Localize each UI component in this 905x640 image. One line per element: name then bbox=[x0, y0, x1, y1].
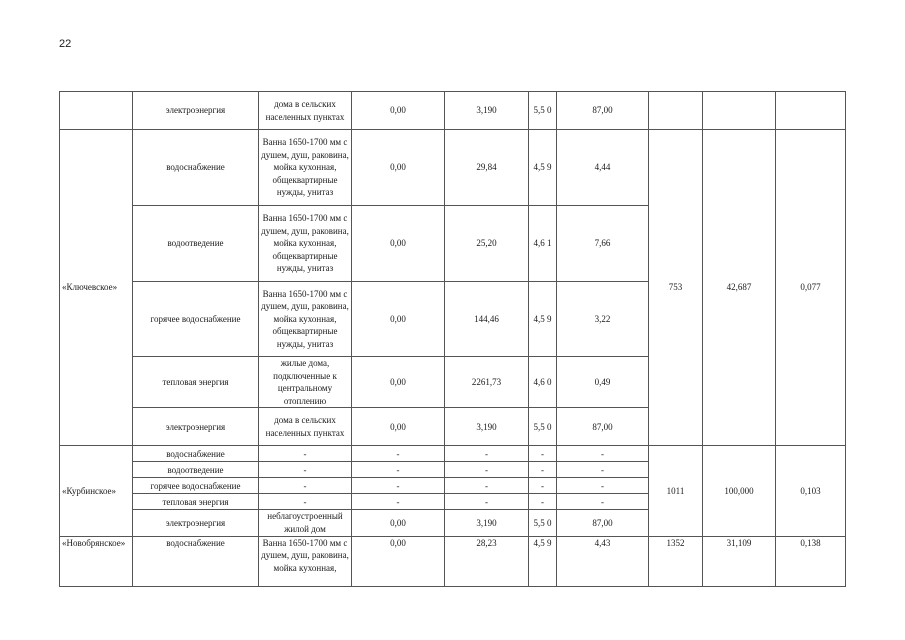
description-cell: Ванна 1650-1700 мм с душем, душ, раковина, мойка кухонная, общеквартирные нужды, унитаз bbox=[259, 130, 352, 206]
description-cell: - bbox=[259, 446, 352, 462]
description-cell: - bbox=[259, 462, 352, 478]
coefficient-cell: - bbox=[529, 462, 557, 478]
value-cell: 2261,73 bbox=[445, 357, 529, 408]
value-cell: 4,44 bbox=[557, 130, 649, 206]
value-cell: - bbox=[445, 494, 529, 510]
coefficient-cell: 5,5 0 bbox=[529, 92, 557, 130]
value-cell: - bbox=[445, 446, 529, 462]
coefficient-cell: 5,5 0 bbox=[529, 510, 557, 536]
value-cell: 0,00 bbox=[352, 357, 445, 408]
value-cell: 87,00 bbox=[557, 408, 649, 446]
value-cell: 0,00 bbox=[352, 92, 445, 130]
total-cell: 1011 bbox=[649, 446, 703, 536]
description-cell: - bbox=[259, 494, 352, 510]
coefficient-cell: 4,6 1 bbox=[529, 206, 557, 282]
settlement-name: «Ключевское» bbox=[60, 130, 133, 446]
service-cell: водоснабжение bbox=[133, 130, 259, 206]
table-row bbox=[60, 92, 846, 130]
coefficient-cell: 4,5 9 bbox=[529, 130, 557, 206]
total-cell: 31,109 bbox=[703, 536, 776, 586]
value-cell: 0,00 bbox=[352, 408, 445, 446]
value-cell: 87,00 bbox=[557, 510, 649, 536]
value-cell: - bbox=[352, 462, 445, 478]
total-cell: 0,103 bbox=[776, 446, 846, 536]
value-cell: 3,190 bbox=[445, 510, 529, 536]
table-row bbox=[60, 446, 846, 462]
settlement-name: «Новобрянское» bbox=[60, 536, 133, 586]
coefficient-cell: 4,6 0 bbox=[529, 357, 557, 408]
value-cell: - bbox=[557, 446, 649, 462]
value-cell: 3,22 bbox=[557, 282, 649, 357]
service-cell: водоотведение bbox=[133, 206, 259, 282]
description-cell: - bbox=[259, 478, 352, 494]
value-cell: 0,00 bbox=[352, 536, 445, 586]
total-cell: 0,077 bbox=[776, 130, 846, 446]
service-cell: водоснабжение bbox=[133, 446, 259, 462]
value-cell: 3,190 bbox=[445, 92, 529, 130]
service-cell: электроэнергия bbox=[133, 510, 259, 536]
tariff-table bbox=[59, 91, 846, 587]
value-cell: 28,23 bbox=[445, 536, 529, 586]
value-cell: - bbox=[352, 446, 445, 462]
service-cell: водоотведение bbox=[133, 462, 259, 478]
value-cell: 87,00 bbox=[557, 92, 649, 130]
description-cell: Ванна 1650-1700 мм с душем, душ, раковина, мойка кухонная, общеквартирные нужды, унитаз bbox=[259, 206, 352, 282]
service-cell: водоснабжение bbox=[133, 536, 259, 586]
value-cell: - bbox=[557, 462, 649, 478]
total-cell: 753 bbox=[649, 130, 703, 446]
description-cell: Ванна 1650-1700 мм с душем, душ, раковина, мойка кухонная, общеквартирные нужды, унитаз bbox=[259, 282, 352, 357]
page-number: 22 bbox=[59, 38, 72, 50]
total-cell bbox=[776, 92, 846, 130]
coefficient-cell: - bbox=[529, 446, 557, 462]
value-cell: 144,46 bbox=[445, 282, 529, 357]
coefficient-cell: 4,5 9 bbox=[529, 282, 557, 357]
value-cell: 7,66 bbox=[557, 206, 649, 282]
description-cell: неблагоустроенный жилой дом bbox=[259, 510, 352, 536]
total-cell: 0,138 bbox=[776, 536, 846, 586]
value-cell: 0,00 bbox=[352, 510, 445, 536]
description-cell: дома в сельских населенных пунктах bbox=[259, 92, 352, 130]
value-cell: - bbox=[352, 494, 445, 510]
service-cell: тепловая энергия bbox=[133, 494, 259, 510]
coefficient-cell: 5,5 0 bbox=[529, 408, 557, 446]
value-cell: 0,00 bbox=[352, 130, 445, 206]
value-cell: 0,00 bbox=[352, 282, 445, 357]
value-cell: - bbox=[445, 478, 529, 494]
total-cell bbox=[703, 92, 776, 130]
total-cell: 100,000 bbox=[703, 446, 776, 536]
coefficient-cell: - bbox=[529, 478, 557, 494]
service-cell: горячее водоснабжение bbox=[133, 282, 259, 357]
description-cell: Ванна 1650-1700 мм с душем, душ, раковина, мойка кухонная, bbox=[259, 536, 352, 586]
value-cell: 0,00 bbox=[352, 206, 445, 282]
service-cell: горячее водоснабжение bbox=[133, 478, 259, 494]
settlement-cell bbox=[60, 92, 133, 130]
value-cell: 0,49 bbox=[557, 357, 649, 408]
total-cell: 1352 bbox=[649, 536, 703, 586]
coefficient-cell: - bbox=[529, 494, 557, 510]
service-cell: электроэнергия bbox=[133, 92, 259, 130]
value-cell: - bbox=[352, 478, 445, 494]
value-cell: - bbox=[445, 462, 529, 478]
coefficient-cell: 4,5 9 bbox=[529, 536, 557, 586]
value-cell: - bbox=[557, 494, 649, 510]
settlement-name: «Курбинское» bbox=[60, 446, 133, 536]
service-cell: электроэнергия bbox=[133, 408, 259, 446]
total-cell: 42,687 bbox=[703, 130, 776, 446]
value-cell: - bbox=[557, 478, 649, 494]
description-cell: жилые дома, подключенные к центральному отоплению bbox=[259, 357, 352, 408]
value-cell: 29,84 bbox=[445, 130, 529, 206]
service-cell: тепловая энергия bbox=[133, 357, 259, 408]
value-cell: 3,190 bbox=[445, 408, 529, 446]
description-cell: дома в сельских населенных пунктах bbox=[259, 408, 352, 446]
table-row bbox=[60, 130, 846, 206]
value-cell: 25,20 bbox=[445, 206, 529, 282]
value-cell: 4,43 bbox=[557, 536, 649, 586]
table-row bbox=[60, 536, 846, 586]
total-cell bbox=[649, 92, 703, 130]
